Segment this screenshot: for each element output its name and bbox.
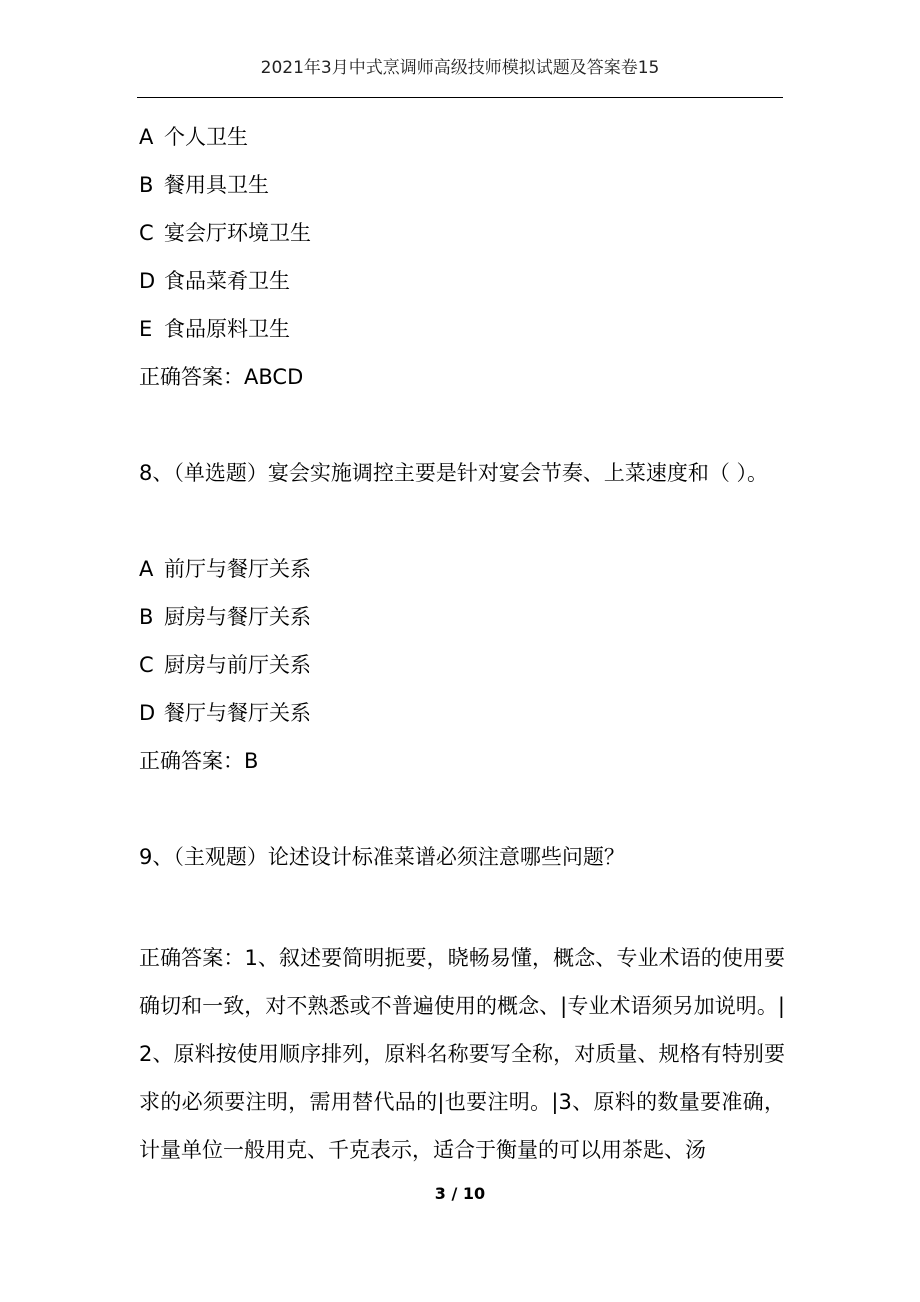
option-text: 个人卫生 bbox=[164, 125, 248, 149]
q8-option-d bbox=[139, 694, 785, 742]
page-number: 3 / 10 bbox=[434, 1184, 486, 1203]
q9-question: 9、（主观题）论述设计标准菜谱必须注意哪些问题？ bbox=[139, 845, 625, 869]
option-letter: D bbox=[139, 269, 156, 293]
q7-answer: 正确答案：ABCD bbox=[139, 365, 304, 389]
document-body bbox=[139, 118, 785, 1174]
option-text: 食品原料卫生 bbox=[164, 317, 290, 341]
option-letter: C bbox=[139, 653, 154, 677]
q7-option-c bbox=[139, 214, 785, 262]
q8-option-b bbox=[139, 598, 785, 646]
option-letter: C bbox=[139, 221, 154, 245]
q7-option-a bbox=[139, 118, 785, 166]
option-letter: D bbox=[139, 701, 156, 725]
page-header: 2021年3月中式烹调师高级技师模拟试题及答案卷15 bbox=[260, 58, 660, 78]
q8-answer: 正确答案：B bbox=[139, 749, 259, 773]
q7-option-d bbox=[139, 262, 785, 310]
q9-answer: 正确答案：1、叙述要简明扼要，晓畅易懂，概念、专业术语的使用要确切和一致，对不熟悉或不普遍使用的概念、|专业术语须另加说明。|2、原料按使用顺序排列，原料名称要写全称，对质量、规格有特别要求的必须要注明，需用替代品的|也要注明。|3、原料的数量要准确，计量单位一般用克、千克表示，适合于衡量的可以用茶匙、汤 bbox=[139, 946, 785, 1162]
option-letter: A bbox=[139, 557, 154, 581]
header-divider bbox=[137, 97, 783, 98]
option-text: 前厅与餐厅关系 bbox=[164, 557, 311, 581]
option-text: 餐厅与餐厅关系 bbox=[164, 701, 311, 725]
option-text: 厨房与前厅关系 bbox=[164, 653, 311, 677]
spacer bbox=[139, 406, 785, 454]
spacer bbox=[139, 502, 785, 550]
q8-option-c bbox=[139, 646, 785, 694]
spacer bbox=[139, 790, 785, 838]
option-letter: A bbox=[139, 125, 154, 149]
q8-question: 8、（单选题）宴会实施调控主要是针对宴会节奏、上菜速度和（ ）。 bbox=[139, 461, 769, 485]
option-text: 厨房与餐厅关系 bbox=[164, 605, 311, 629]
option-letter: E bbox=[139, 317, 153, 341]
q7-option-b bbox=[139, 166, 785, 214]
q8-option-a bbox=[139, 550, 785, 598]
option-letter: B bbox=[139, 173, 154, 197]
option-text: 餐用具卫生 bbox=[164, 173, 269, 197]
option-letter: B bbox=[139, 605, 154, 629]
option-text: 宴会厅环境卫生 bbox=[164, 221, 311, 245]
option-text: 食品菜肴卫生 bbox=[164, 269, 290, 293]
q7-option-e bbox=[139, 310, 785, 358]
spacer bbox=[139, 886, 785, 934]
